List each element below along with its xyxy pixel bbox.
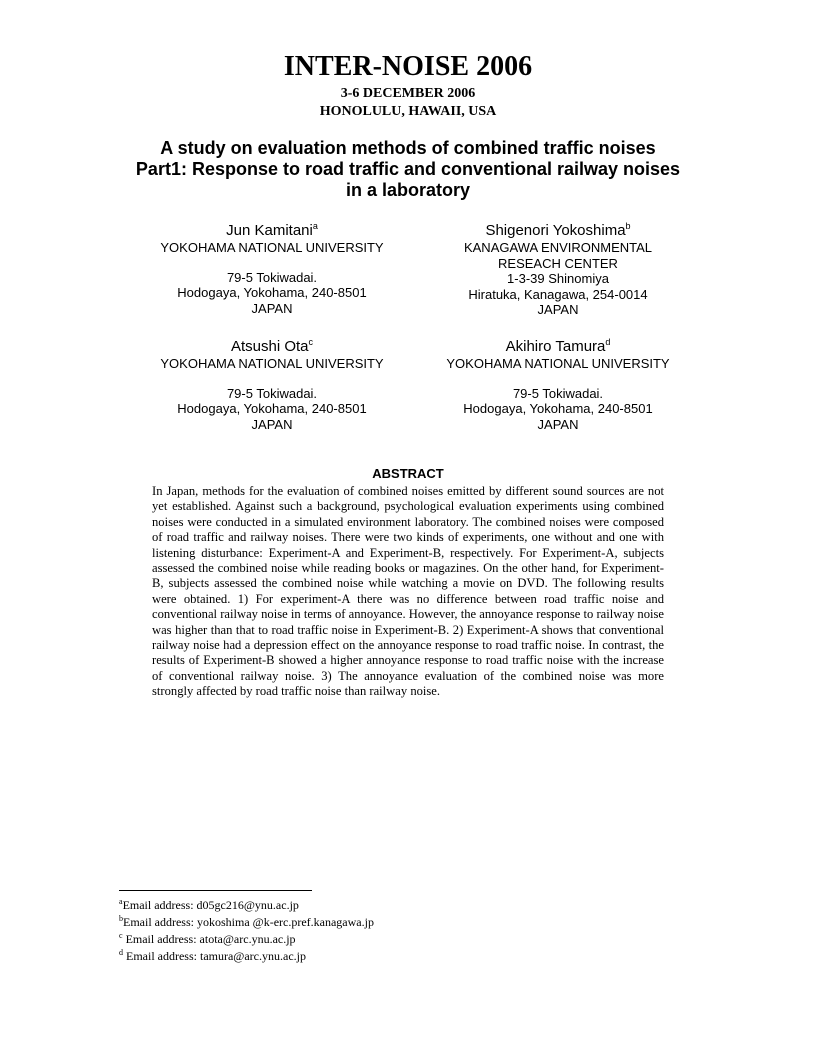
abstract-heading: ABSTRACT (372, 466, 444, 481)
author-block-tamura (408, 338, 708, 432)
author-marker: c (308, 337, 314, 347)
conference-dates: 3-6 DECEMBER 2006 (340, 86, 476, 101)
author-name: Akihiro Tamura$^d$ (505, 337, 611, 355)
author-address-line: 79-5 Tokiwadai. (226, 269, 318, 285)
author-affiliation: YOKOHAMA NATIONAL UNIVERSITY (160, 356, 384, 371)
footnote (119, 914, 619, 931)
paper-title (60, 138, 756, 201)
footnote-marker: b (119, 914, 123, 923)
author-address-line: Hodogaya, Yokohama, 240-8501 (177, 401, 367, 416)
author-affiliation: YOKOHAMA NATIONAL UNIVERSITY (160, 240, 384, 255)
author-address-line: 1-3-39 Shinomiya (507, 271, 609, 286)
footnote-marker: d (119, 948, 123, 957)
footnote-text: Email address: yokoshima @k-erc.pref.kanagawa.jp (123, 915, 374, 929)
author-address-line: JAPAN (537, 302, 579, 317)
author-block-kamitani (122, 222, 422, 316)
author-address-line: Hodogaya, Yokohama, 240-8501 (177, 285, 367, 300)
author-block-ota (122, 338, 422, 432)
author-marker: a (312, 221, 318, 231)
author-affiliation: RESEACH CENTER (498, 255, 618, 271)
author-affiliation: KANAGAWA ENVIRONMENTAL (463, 240, 653, 255)
author-name: Shigenori Yokoshima$^b$ (485, 221, 631, 239)
footnote (119, 897, 619, 914)
paper-title-line: Part1: Response to road traffic and conventional railway noises (135, 159, 681, 179)
paper-title-line: in a laboratory (345, 180, 471, 200)
footnote-text: Email address: tamura@arc.ynu.ac.jp (123, 949, 306, 963)
footnote (119, 948, 619, 965)
author-address-line: JAPAN (251, 300, 293, 316)
author-block-yokoshima (408, 222, 708, 318)
footnote-text: Email address: d05gc216@ynu.ac.jp (122, 898, 299, 912)
footnote-text: Email address: atota@arc.ynu.ac.jp (122, 932, 296, 946)
author-name: Jun Kamitani$^a$ (226, 221, 318, 239)
footnotes (119, 897, 619, 965)
footnote-marker: a (119, 897, 123, 906)
author-address-line: Hiratuka, Kanagawa, 254-0014 (468, 286, 648, 302)
author-address-line: JAPAN (537, 416, 579, 432)
footnote-marker: c (119, 931, 123, 940)
author-address-line: JAPAN (251, 416, 293, 432)
conference-location: HONOLULU, HAWAII, USA (319, 104, 497, 119)
author-affiliation: YOKOHAMA NATIONAL UNIVERSITY (446, 356, 670, 371)
author-address-line: 79-5 Tokiwadai. (512, 385, 604, 401)
footnote (119, 931, 619, 948)
conference-name: INTER-NOISE 2006 (283, 51, 533, 82)
author-name: Atsushi Ota$^c$ (230, 337, 314, 355)
paper-title-line: A study on evaluation methods of combined traffic noises (160, 138, 656, 158)
author-address-line: 79-5 Tokiwadai. (226, 385, 318, 401)
footnote-divider (119, 890, 312, 891)
author-address-line: Hodogaya, Yokohama, 240-8501 (463, 401, 653, 416)
author-marker: b (625, 221, 631, 231)
author-marker: d (605, 337, 611, 347)
abstract-body: In Japan, methods for the evaluation of combined noises emitted by different sound sources are not yet established. Against such a background, psychological evaluation experiments using combined noises were conducted in a simulated environment laboratory. The combined noises were composed of road traffic and railway noises. There were two kinds of experiments, one without and one with listening disturbance: Experiment-A and Experiment-B, respectively. For Experiment-A, subjects assessed the combined noise while reading books or magazines. On the other hand, for Experiment-B, subjects assessed the combined noise while watching a movie on DVD. The following results were obtained. 1) For experiment-A there was no difference between road traffic noise and conventional railway noise in terms of annoyance. However, the annoyance response to railway noise was higher than that to road traffic noise in Experiment-B. 2) Experiment-A shows that conventional railway noise had a depression effect on the annoyance response to road traffic noise. In contrast, the results of Experiment-B showed a higher annoyance response to road traffic noise with the increase of conventional railway noise. 3) The annoyance evaluation of the combined noise was more strongly affected by road traffic noise than railway noise. (152, 484, 664, 699)
